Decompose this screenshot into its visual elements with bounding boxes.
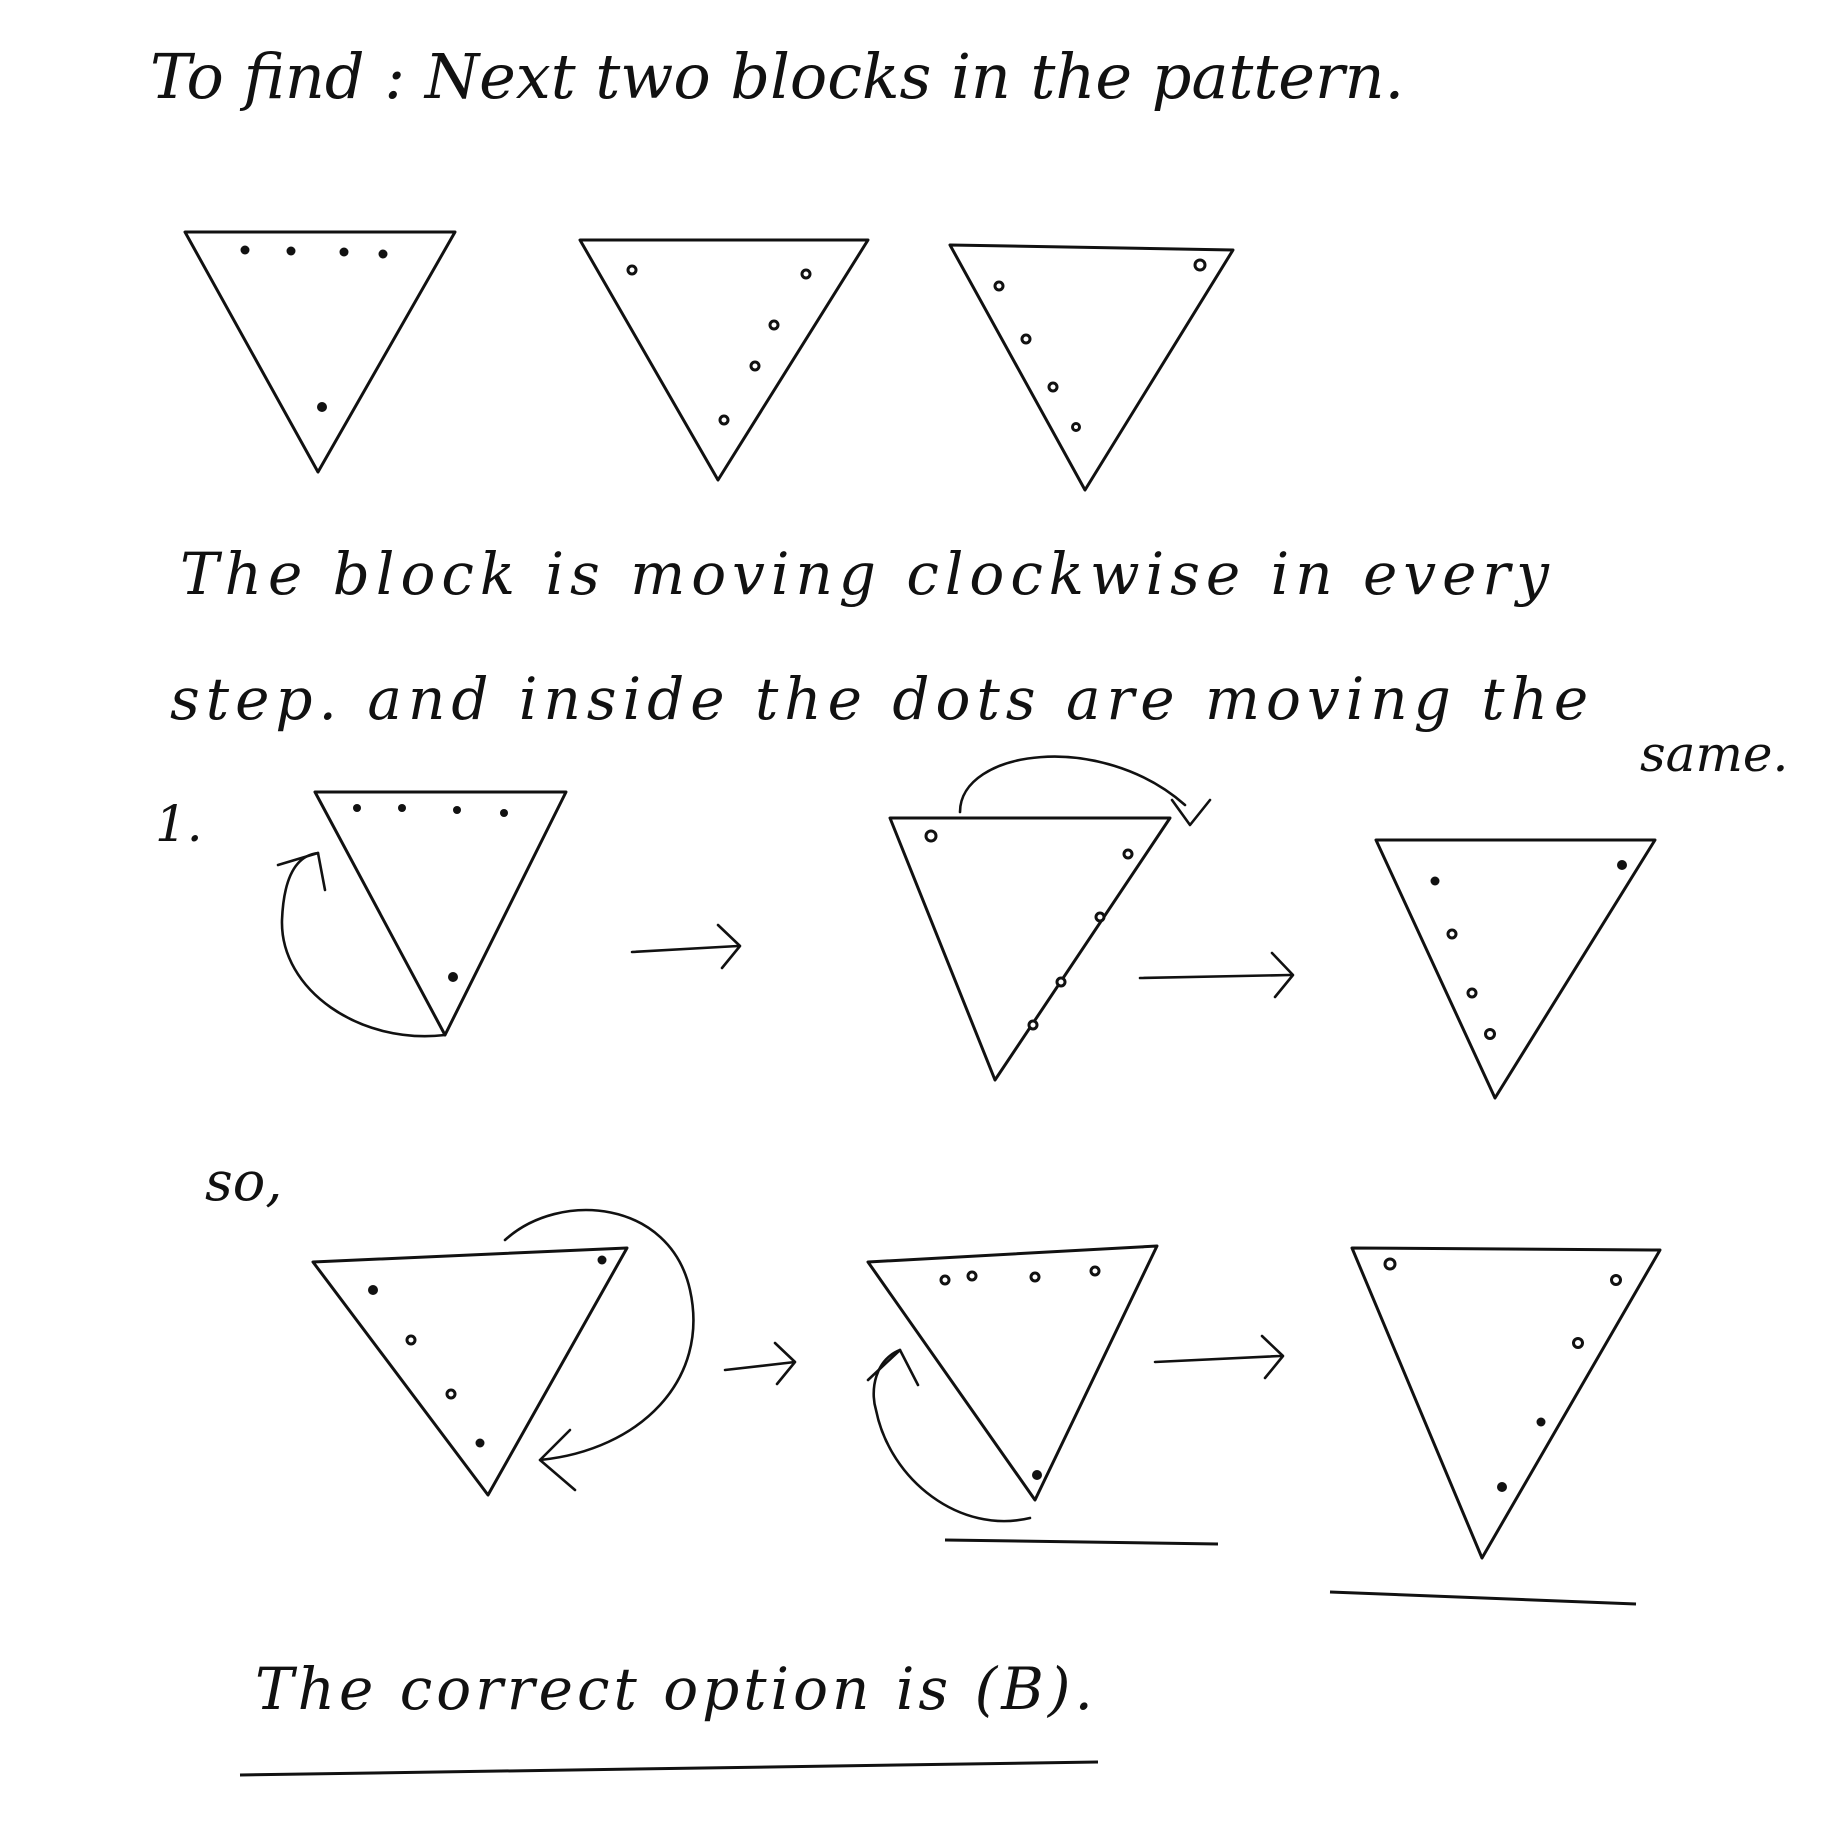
clockwise-curved-arrow-2	[874, 1350, 1030, 1521]
answer-triangle-1	[313, 1248, 627, 1495]
arrow-right-4	[1155, 1336, 1283, 1378]
step-triangle-3	[1376, 840, 1655, 1098]
so-label: so,	[205, 1150, 283, 1213]
explanation-line-2: step. and inside the dots are moving the	[170, 665, 1595, 733]
explanation-line-1: The block is moving clockwise in every	[180, 540, 1555, 608]
answer-text: The correct option is (B).	[255, 1655, 1097, 1723]
arrow-right-3	[725, 1343, 795, 1384]
arrow-right-2	[1140, 953, 1293, 997]
pattern-triangle-3	[950, 245, 1233, 490]
step-number: 1.	[155, 795, 203, 853]
pattern-triangle-2	[580, 240, 868, 480]
top-curved-arrow	[960, 757, 1185, 812]
step-triangle-2	[890, 818, 1170, 1080]
pattern-triangle-1	[185, 232, 455, 472]
big-curved-arrow	[505, 1210, 693, 1460]
clockwise-arrowhead	[278, 853, 325, 890]
answer-triangle-3	[1352, 1248, 1660, 1558]
to-find-heading: To find : Next two blocks in the pattern.	[150, 40, 1405, 113]
top-arrowhead	[1172, 800, 1210, 825]
step-triangle-1	[315, 792, 566, 1035]
underline-answer-2	[945, 1540, 1218, 1544]
arrow-right-1	[632, 925, 740, 968]
answer-underline	[240, 1762, 1098, 1775]
underline-answer-3	[1330, 1592, 1636, 1604]
explanation-line-3: same.	[1640, 725, 1789, 783]
